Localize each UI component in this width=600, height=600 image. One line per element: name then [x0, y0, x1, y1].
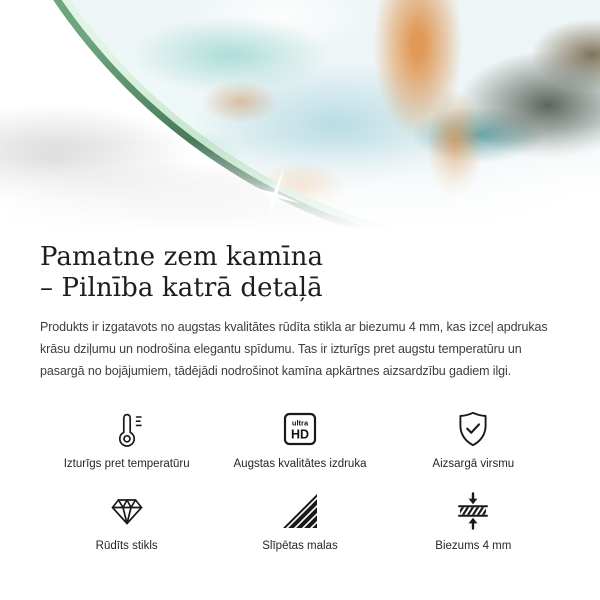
shield-check-icon	[453, 408, 493, 450]
feature-item-temperature	[40, 408, 213, 470]
feature-item-print-quality	[213, 408, 386, 470]
feature-label: Rūdīts stikls	[95, 539, 158, 552]
feature-label: Izturīgs pret temperatūru	[63, 457, 190, 470]
title-line-2: – Pilnība katrā detaļā	[40, 273, 323, 304]
features-grid	[40, 408, 560, 552]
feature-item-polished-edges	[213, 490, 386, 552]
product-photo	[0, 0, 600, 234]
product-description: Produkts ir izgatavots no augstas kvalitātes rūdīta stikla ar biezumu 4 mm, kas izceļ apdrukas krāsu dziļumu un nodrošina elegantu spīdumu. Tas ir izturīgs pret augstu temperatūru un pasargā no bojājumiem, tādējādi nodrošinot kamīna apkārtnes aizsardzību gadiem ilgi.	[40, 320, 548, 378]
beveled-edges-icon	[280, 490, 320, 532]
feature-label: Slīpētas malas	[262, 539, 338, 552]
feature-label: Augstas kvalitātes izdruka	[233, 457, 367, 470]
feature-item-surface-protection	[387, 408, 560, 470]
feature-item-thickness	[387, 490, 560, 552]
content-section	[0, 242, 600, 552]
thermometer-icon	[107, 408, 147, 450]
ultra-hd-icon-text-top: ultra	[291, 418, 309, 428]
feature-label: Aizsargā virsmu	[432, 457, 515, 470]
page-title	[40, 242, 560, 304]
title-line-1: Pamatne zem kamīna	[40, 242, 324, 272]
ultra-hd-icon	[280, 408, 320, 450]
feature-label: Biezums 4 mm	[435, 539, 512, 552]
thickness-icon	[453, 490, 493, 532]
sparkle-icon	[243, 163, 307, 227]
feature-item-tempered-glass	[40, 490, 213, 552]
diamond-icon	[107, 490, 147, 532]
ultra-hd-icon-text-bottom: HD	[290, 427, 310, 442]
